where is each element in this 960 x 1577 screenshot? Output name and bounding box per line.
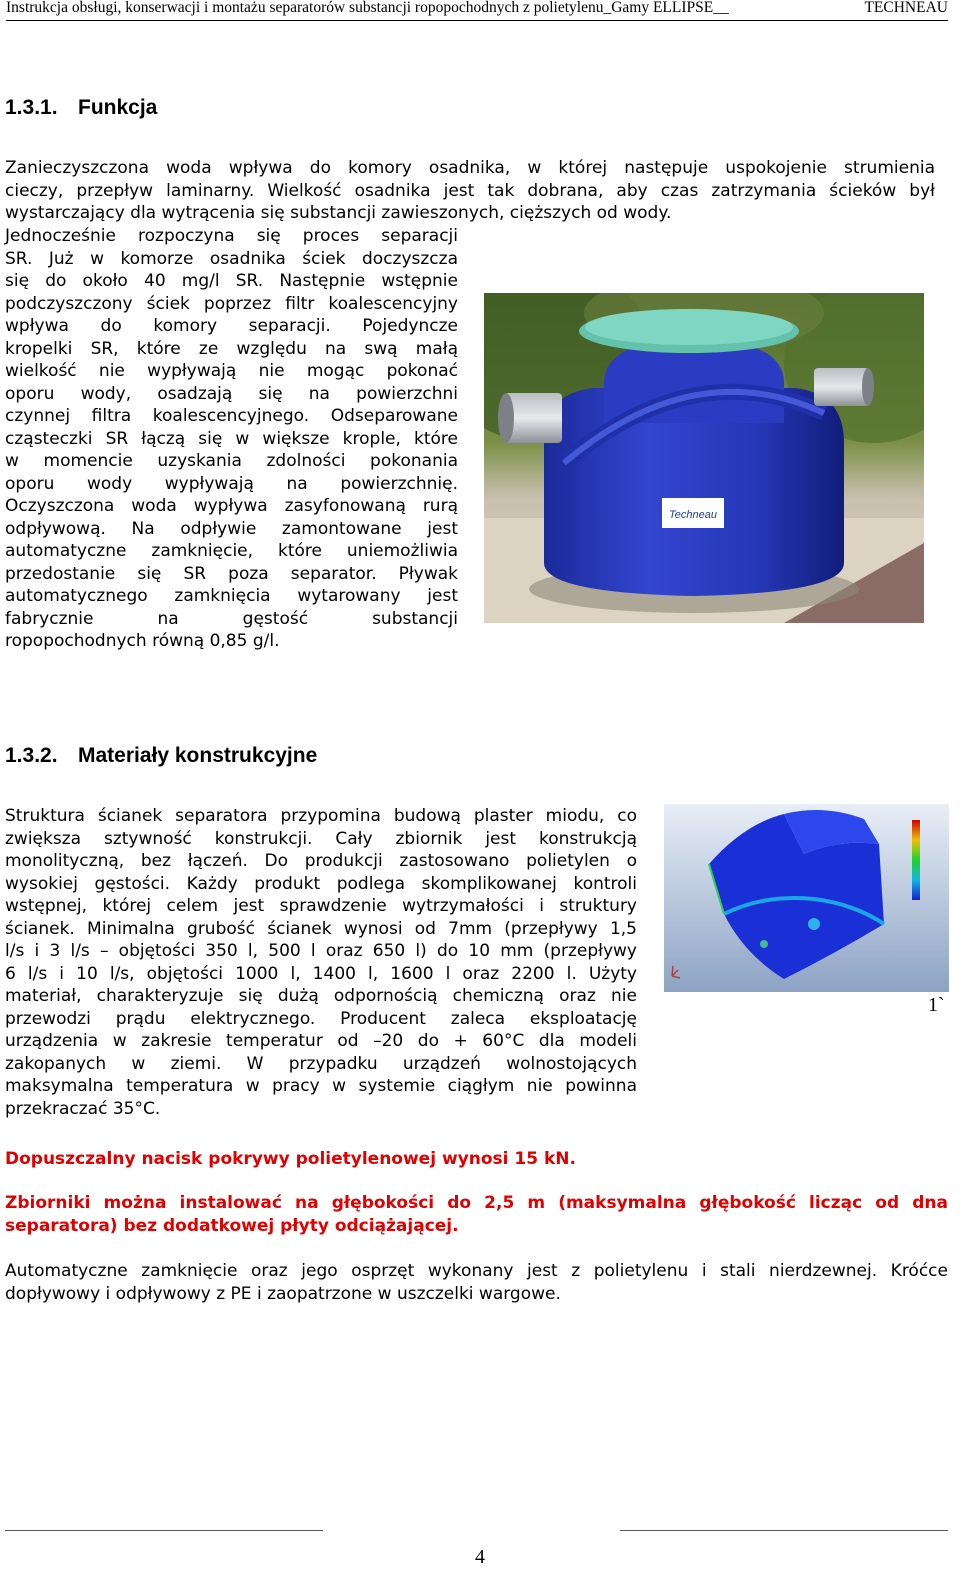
text-line: Struktura ścianek separatora przypomina budową plaster miodu, co xyxy=(5,806,637,826)
text-line: automatycznego zamknięcia wytarowany jest xyxy=(5,586,458,606)
text-line: ścianek. Minimalna grubość ścianek wynosi od 7mm (przepływy 1,5 xyxy=(5,918,637,939)
text-line: czynnej filtra koalescencyjnego. Odseparowane xyxy=(5,406,458,426)
depth-note xyxy=(5,1192,948,1237)
text-line: oporu wody, osadzają się na powierzchni xyxy=(5,383,458,404)
text-line: cząsteczki SR łączą się w większe krople, które xyxy=(5,428,458,449)
text-line: wielkość nie wypływają nie mogąc pokonać xyxy=(5,361,458,381)
section-number: 1.3.1. xyxy=(5,96,58,119)
text-line: Zbiorniki można instalować na głębokości do 2,5 m (maksymalna głębokość licząc od dna xyxy=(5,1193,948,1213)
photo-logo-text: Techneau xyxy=(669,509,717,521)
text-line: zakopanych w ziemi. W przypadku urządzeń wolnostojących xyxy=(5,1053,637,1074)
text-line: automatyczne zamknięcie, które uniemożliwia xyxy=(5,541,458,561)
separator-photo xyxy=(484,293,924,623)
text-line: wstępnej, której celem jest sprawdzenie wytrzymałości i struktury xyxy=(5,896,637,916)
text-line: SR. Już w komorze osadnika ściek doczyszcza xyxy=(5,248,458,269)
header-title: Instrukcja obsługi, konserwacji i montażu separatorów substancji ropopochodnych z polietylenu_Gamy ELLIPSE__ xyxy=(6,0,729,16)
text-line: przedostanie się SR poza separator. Pływak xyxy=(5,563,458,584)
closing-paragraph xyxy=(5,1260,948,1305)
text-line: materiał, charakteryzuje się dużą odpornością chemiczną oraz nie xyxy=(5,986,637,1006)
text-line: fabrycznie na gęstość substancji xyxy=(5,608,458,629)
text-line: Automatyczne zamknięcie oraz jego osprzęt wykonany jest z polietylenu i stali nierdzewnej. Króćce xyxy=(5,1261,948,1281)
header-company: TECHNEAU xyxy=(864,0,948,16)
function-paragraph xyxy=(5,225,458,653)
running-header xyxy=(6,0,948,21)
text-line: oporu wody wypływają na powierzchnię. xyxy=(5,473,458,494)
section-title: Materiały konstrukcyjne xyxy=(78,744,318,767)
figure-mark: 1` xyxy=(928,994,945,1016)
text-line: ropopochodnych równą 0,85 g/l. xyxy=(5,631,280,651)
text-line: Oczyszczona woda wypływa zasyfonowaną rurą xyxy=(5,496,458,516)
text-line: monolityczną, bez łączeń. Do produkcji zastosowano polietylen o xyxy=(5,851,637,871)
text-line: podczyszczony ściek poprzez filtr koalescencyjny xyxy=(5,293,458,314)
footer-rule-right xyxy=(620,1530,948,1531)
text-line: wystarczający dla wytrącenia się substancji zawieszonych, cięższych od wody. xyxy=(5,203,672,223)
section-number: 1.3.2. xyxy=(5,744,58,767)
text-line: odpływową. Na odpływie zamontowane jest xyxy=(5,518,458,539)
text-line: separatora) bez dodatkowej płyty odciążającej. xyxy=(5,1215,459,1236)
text-line: l/s i 3 l/s – objętości 350 l, 500 l oraz 650 l) do 10 mm (przepływy xyxy=(5,941,637,961)
materials-paragraph xyxy=(5,805,637,1120)
load-note xyxy=(5,1148,945,1171)
text-line: wpływa do komory separacji. Pojedyncze xyxy=(5,316,458,336)
text-line: kropelki SR, które ze względu na swą małą xyxy=(5,338,458,359)
text-line: wysokiej gęstości. Każdy produkt podlega skomplikowanej kontroli xyxy=(5,873,637,894)
text-line: przewodzi prądu elektrycznego. Producent zaleca eksploatację xyxy=(5,1008,637,1029)
text-line: dopływowy i odpływowy z PE i zaopatrzone w uszczelki wargowe. xyxy=(5,1283,561,1304)
text-line: Dopuszczalny nacisk pokrywy polietylenowej wynosi 15 kN. xyxy=(5,1149,576,1169)
section-heading-function xyxy=(5,96,157,120)
text-line: Jednocześnie rozpoczyna się proces separacji xyxy=(5,226,458,246)
page-number: 4 xyxy=(475,1546,485,1568)
text-line: 6 l/s i 10 l/s, objętości 1000 l, 1400 l, 1600 l oraz 2200 l. Użyty xyxy=(5,963,637,984)
text-line: Zanieczyszczona woda wpływa do komory osadnika, w której następuje uspokojenie strumienia xyxy=(5,158,935,178)
text-line: zwiększa sztywność konstrukcji. Cały zbiornik jest konstrukcją xyxy=(5,828,637,849)
text-line: w momencie uzyskania zdolności pokonania xyxy=(5,451,458,471)
intro-paragraph xyxy=(5,157,935,225)
stress-simulation-image xyxy=(664,804,949,992)
footer-rule-left xyxy=(5,1530,323,1531)
text-line: przekraczać 35°C. xyxy=(5,1098,161,1119)
section-title: Funkcja xyxy=(78,96,158,119)
text-line: się do około 40 mg/l SR. Następnie wstępnie xyxy=(5,271,458,291)
text-line: maksymalna temperatura w pracy w systemie ciągłym nie powinna xyxy=(5,1076,637,1096)
text-line: cieczy, przepływ laminarny. Wielkość osadnika jest tak dobrana, aby czas zatrzymania ścieków był xyxy=(5,180,935,201)
section-heading-materials xyxy=(5,744,317,768)
text-line: urządzenia w zakresie temperatur od –20 do + 60°C dla modeli xyxy=(5,1031,637,1051)
